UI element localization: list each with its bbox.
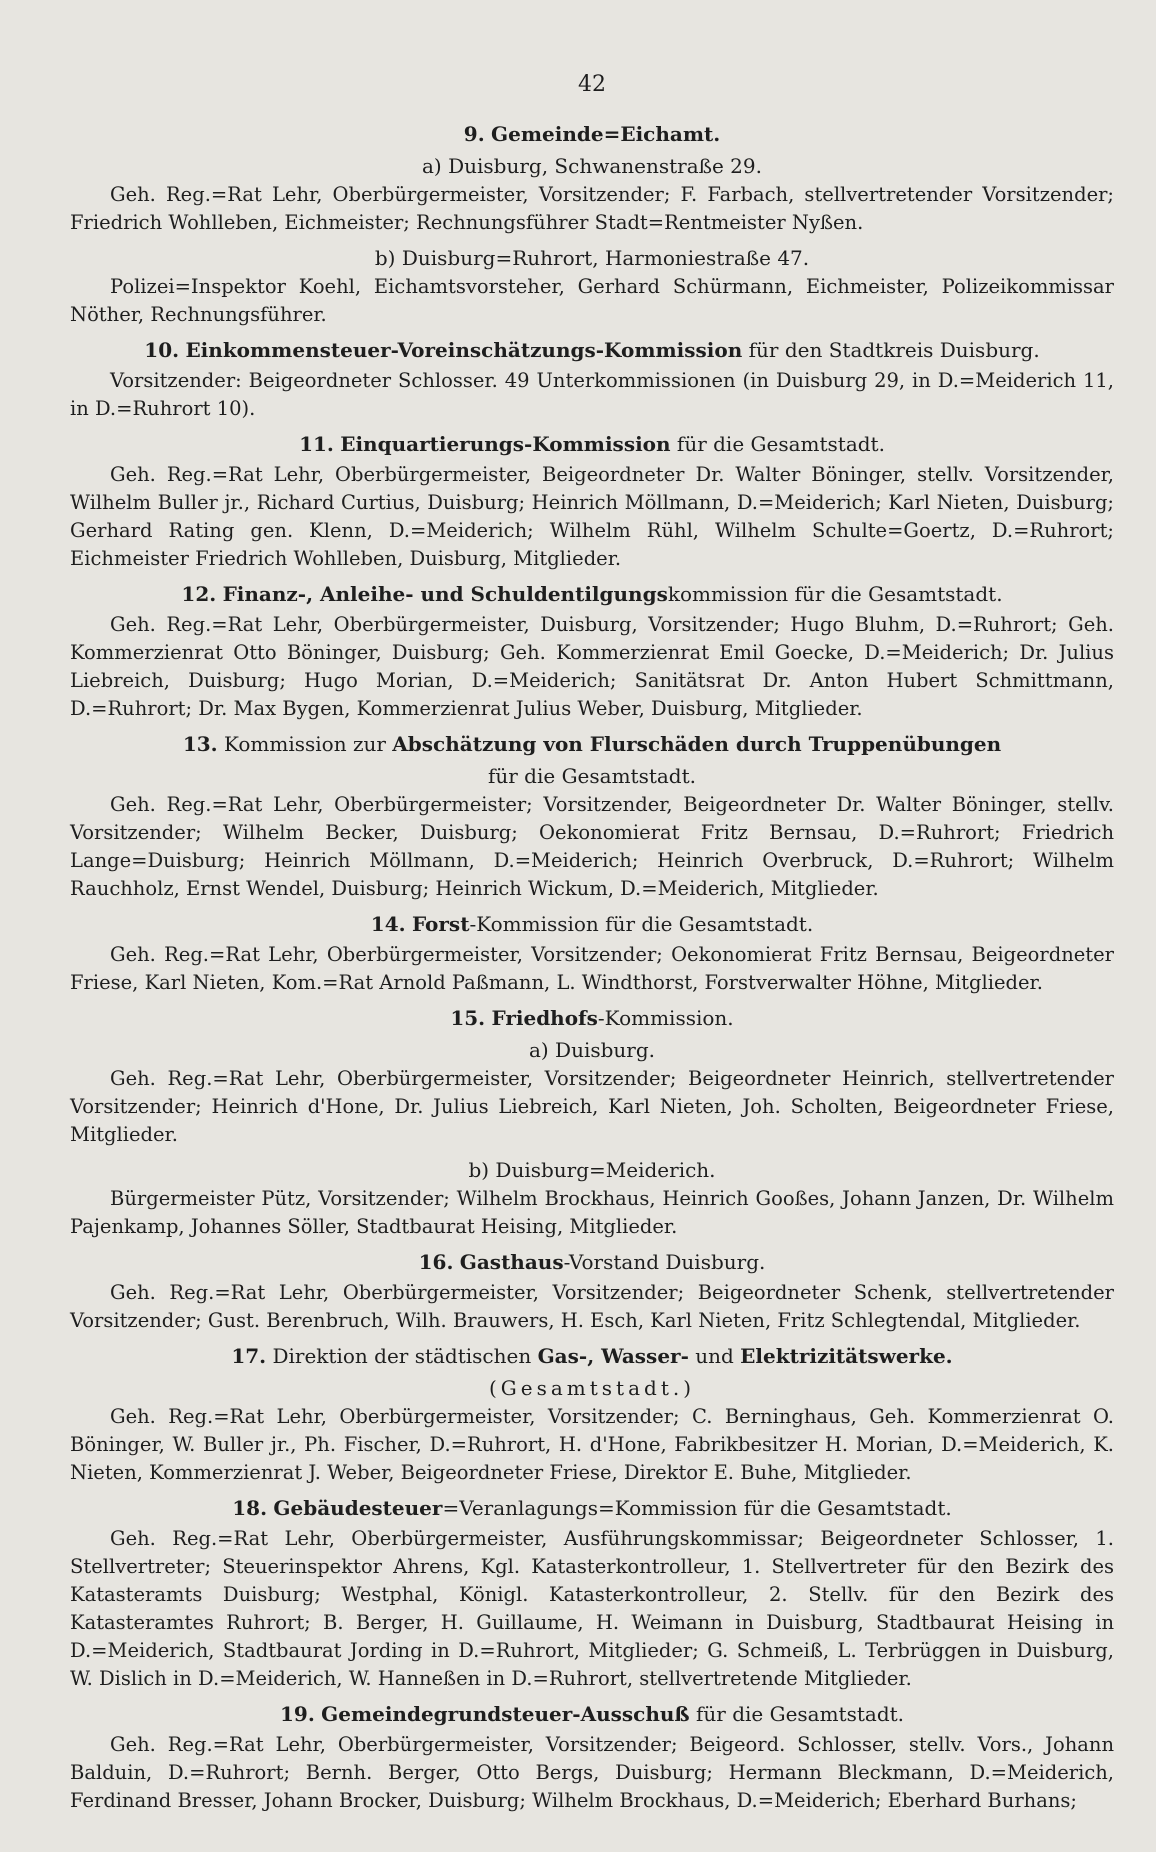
heading-prefix: Direktion der städtischen (266, 1344, 538, 1368)
section-number: 12. (181, 582, 217, 606)
heading-title: Einkommensteuer-Voreinschätzungs-Kommission (185, 338, 743, 362)
section-heading (70, 119, 1114, 149)
content (70, 119, 1114, 1815)
section-heading (70, 335, 1114, 365)
heading-suffix: und (688, 1344, 741, 1368)
section-text: Geh. Reg.=Rat Lehr, Oberbürgermeister, Beigeordneter Dr. Walter Böninger, stellv. Vorsitzender, Wilhelm Buller jr., Richard Curtius, Duisburg; Heinrich Möllmann, D.=Meiderich; Karl Nieten, Duisburg; Gerhard Rating gen. Klenn, D.=Meiderich; Wilhelm Rühl, Wilhelm Schulte=Goertz, D.=Ruhrort; Eichmeister Friedrich Wohlleben, Duisburg, Mitglieder. (70, 463, 1114, 570)
heading-suffix: kommission für die Gesamtstadt. (667, 582, 1003, 606)
subsection-heading: a) Duisburg, Schwanenstraße 29. (422, 154, 762, 178)
heading-title: Abschätzung von Flurschäden durch Truppenübungen (392, 732, 1002, 756)
section-heading (70, 1341, 1114, 1371)
heading-suffix: für die Gesamtstadt. (670, 432, 885, 456)
section-heading (70, 1003, 1114, 1033)
section-number: 19. (279, 1702, 315, 1726)
section-heading (70, 909, 1114, 939)
heading-suffix: für den Stadtkreis Duisburg. (742, 338, 1040, 362)
section-number: 18. (232, 1496, 268, 1520)
subsection-heading: a) Duisburg. (528, 1038, 656, 1062)
heading-title: Gemeindegrundsteuer-Ausschuß (321, 1702, 690, 1726)
section-text: Geh. Reg.=Rat Lehr, Oberbürgermeister, Vorsitzender; Beigeordneter Heinrich, stellvertretender Vorsitzender; Heinrich d'Hone, Dr. Julius Liebreich, Karl Nieten, Joh. Scholten, Beigeordneter Friese, Mitglieder. (70, 1067, 1114, 1146)
section-number: 11. (299, 432, 334, 456)
section-number: 14. (370, 912, 406, 936)
heading-title: Gasthaus (459, 1250, 564, 1274)
section-heading (70, 429, 1114, 459)
section-number: 9. (463, 122, 485, 146)
heading-suffix: -Kommission. (597, 1006, 734, 1030)
section-number: 13. (182, 732, 218, 756)
subsection-heading: b) Duisburg=Ruhrort, Harmoniestraße 47. (374, 246, 810, 270)
section-text: Geh. Reg.=Rat Lehr, Oberbürgermeister; Vorsitzender, Beigeordneter Dr. Walter Böninger, stellv. Vorsitzender; Wilhelm Becker, Duisburg; Oekonomierat Fritz Bernsau, D.=Ruhrort; Friedrich Lange=Duisburg; Heinrich Möllmann, D.=Meiderich; Heinrich Overbruck, D.=Ruhrort; Wilhelm Rauchholz, Ernst Wendel, Duisburg; Heinrich Wickum, D.=Meiderich, Mitglieder. (70, 793, 1114, 900)
heading-line-2: (Gesamtstadt.) (488, 1376, 696, 1400)
section-text: Bürgermeister Pütz, Vorsitzender; Wilhelm Brockhaus, Heinrich Gooßes, Johann Janzen, Dr. Wilhelm Pajenkamp, Johannes Söller, Stadtbaurat Heising, Mitglieder. (70, 1187, 1114, 1238)
section-text: Geh. Reg.=Rat Lehr, Oberbürgermeister, Vorsitzender; C. Berninghaus, Geh. Kommerzienrat O. Böninger, W. Buller jr., Ph. Fischer, D.=Ruhrort, H. d'Hone, Fabrikbesitzer H. Morian, D.=Meiderich, K. Nieten, Kommerzienrat J. Weber, Beigeordneter Friese, Direktor E. Buhe, Mitglieder. (70, 1405, 1114, 1484)
heading-prefix: Kommission zur (217, 732, 393, 756)
section-number: 10. (144, 338, 180, 362)
section-number: 16. (418, 1250, 454, 1274)
section-text: Geh. Reg.=Rat Lehr, Oberbürgermeister, Vorsitzender; Beigeordneter Schenk, stellvertretender Vorsitzender; Gust. Berenbruch, Wilh. Brauwers, H. Esch, Karl Nieten, Fritz Schlegtendal, Mitglieder. (70, 1281, 1114, 1332)
subsection-heading: b) Duisburg=Meiderich. (468, 1158, 716, 1182)
section-heading (70, 1247, 1114, 1277)
heading-title: Gas-, Wasser- (537, 1344, 689, 1368)
heading-suffix: -Vorstand Duisburg. (563, 1250, 766, 1274)
page-number: 42 (578, 72, 606, 97)
section-heading (70, 729, 1114, 759)
heading-title-2: Elektrizitätswerke. (740, 1344, 953, 1368)
heading-suffix: -Kommission für die Gesamtstadt. (469, 912, 814, 936)
heading-title: Einquartierungs-Kommission (340, 432, 671, 456)
section-number: 17. (231, 1344, 267, 1368)
section-text: Geh. Reg.=Rat Lehr, Oberbürgermeister, Ausführungskommissar; Beigeordneter Schlosser, 1. Stellvertreter; Steuerinspektor Ahrens, Kgl. Katasterkontrolleur, 1. Stellvertreter für den Bezirk des Katasteramts Duisburg; Westphal, Königl. Katasterkontrolleur, 2. Stellv. für den Bezirk des Katasteramtes Ruhrort; B. Berger, H. Guillaume, H. Weimann in Duisburg, Stadtbaurat Heising in D.=Meiderich, Stadtbaurat Jording in D.=Ruhrort, Mitglieder; G. Schmeiß, L. Terbrüggen in Duisburg, W. Dislich in D.=Meiderich, W. Hanneßen in D.=Ruhrort, stellvertretende Mitglieder. (70, 1527, 1114, 1690)
section-text: Vorsitzender: Beigeordneter Schlosser. 49 Unterkommissionen (in Duisburg 29, in D.=Meiderich 11, in D.=Ruhrort 10). (70, 369, 1114, 420)
section-text: Geh. Reg.=Rat Lehr, Oberbürgermeister, Vorsitzender; Oekonomierat Fritz Bernsau, Beigeordneter Friese, Karl Nieten, Kom.=Rat Arnold Paßmann, L. Windthorst, Forstverwalter Höhne, Mitglieder. (70, 943, 1114, 994)
section-text: Polizei=Inspektor Koehl, Eichamtsvorsteher, Gerhard Schürmann, Eichmeister, Polizeikommissar Nöther, Rechnungsführer. (70, 275, 1114, 326)
heading-title: Gebäudesteuer (273, 1496, 443, 1520)
heading-title: Gemeinde=Eichamt. (491, 122, 721, 146)
heading-suffix: =Veranlagungs=Kommission für die Gesamtstadt. (442, 1496, 952, 1520)
section-number: 15. (450, 1006, 486, 1030)
heading-line-2: für die Gesamtstadt. (487, 764, 697, 788)
heading-suffix: für die Gesamtstadt. (689, 1702, 905, 1726)
section-heading (70, 579, 1114, 609)
section-heading (70, 1699, 1114, 1729)
heading-title: Finanz-, Anleihe- und Schuldentilgungs (222, 582, 668, 606)
heading-title: Friedhofs (491, 1006, 598, 1030)
section-heading (70, 1493, 1114, 1523)
section-text: Geh. Reg.=Rat Lehr, Oberbürgermeister, Vorsitzender; F. Farbach, stellvertretender Vorsitzender; Friedrich Wohlleben, Eichmeister; Rechnungsführer Stadt=Rentmeister Nyßen. (70, 183, 1114, 234)
section-text: Geh. Reg.=Rat Lehr, Oberbürgermeister, Duisburg, Vorsitzender; Hugo Bluhm, D.=Ruhrort; Geh. Kommerzienrat Otto Böninger, Duisburg; Geh. Kommerzienrat Emil Goecke, D.=Meiderich; Dr. Julius Liebreich, Duisburg; Hugo Morian, D.=Meiderich; Sanitätsrat Dr. Anton Hubert Schmittmann, D.=Ruhrort; Dr. Max Bygen, Kommerzienrat Julius Weber, Duisburg, Mitglieder. (70, 613, 1114, 720)
heading-title: Forst (411, 912, 470, 936)
section-text: Geh. Reg.=Rat Lehr, Oberbürgermeister, Vorsitzender; Beigeord. Schlosser, stellv. Vors., Johann Balduin, D.=Ruhrort; Bernh. Berger, Otto Bergs, Duisburg; Hermann Bleckmann, D.=Meiderich, Ferdinand Bresser, Johann Brocker, Duisburg; Wilhelm Brockhaus, D.=Meiderich; Eberhard Burhans; (70, 1733, 1114, 1812)
